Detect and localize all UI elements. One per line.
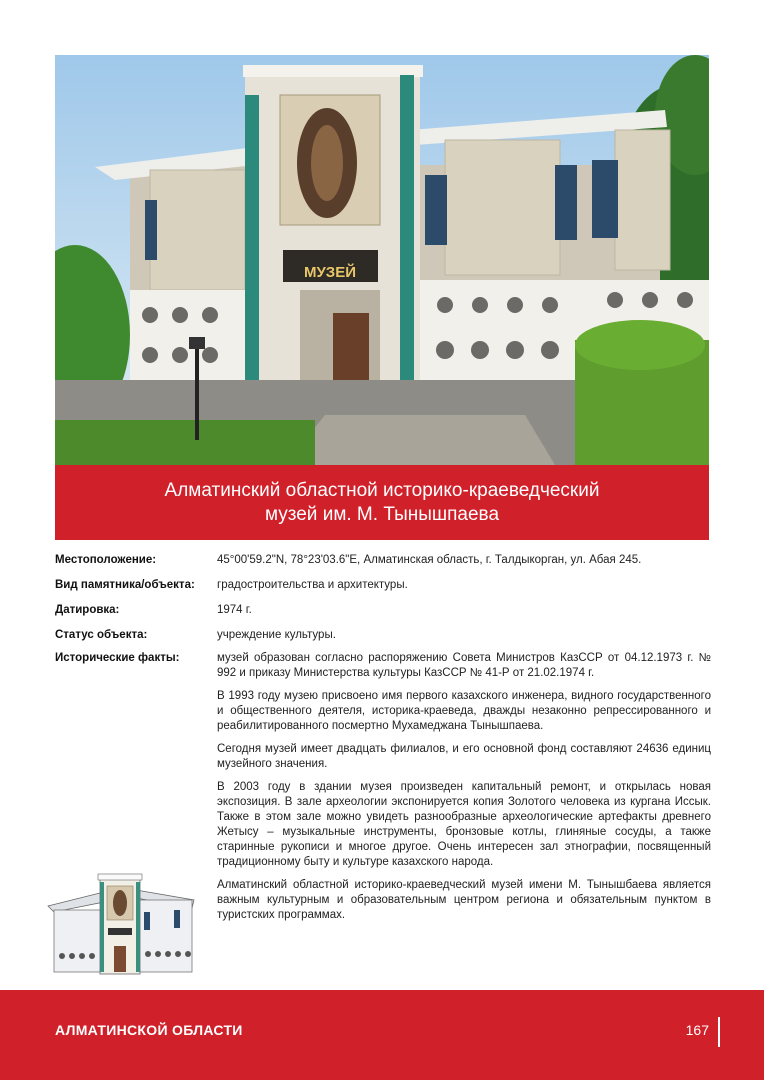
status-row: [55, 628, 711, 651]
history-paragraph: Алматинский областной историко-краеведческий музей имени М. Тынышбаева является важным культурным и образовательным центром региона и обязательным пунктом в туристских программах.: [217, 879, 711, 921]
museum-photo: [55, 55, 709, 465]
region-label: АЛМАТИНСКОЙ ОБЛАСТИ: [55, 1022, 243, 1038]
title-banner: [55, 465, 709, 540]
building-sketch: [44, 866, 196, 978]
location-label: Местоположение:: [55, 554, 157, 566]
history-paragraph: В 2003 году в здании музея произведен капитальный ремонт, и открылась новая экспозиция. В зале археологии экспонируется копия Золотого человека из кургана Иссык. Также в этом зале можно увидеть разнообразные археологические артефакты древнего Жетысу – музыкальные инструменты, бронзовые котлы, глиняные сосуды, а также старинные рукописи и многое другое. Очень интересен зал этнографии, посвященный традиционному быту и культуре казахского народа.: [217, 781, 711, 868]
history-text: [217, 651, 711, 923]
status-label: Статус объекта:: [55, 629, 148, 641]
dating-label: Датировка:: [55, 604, 120, 616]
location-row: [55, 553, 711, 578]
page-number-divider: [718, 1017, 720, 1047]
type-value: градостроительства и архитектуры.: [217, 579, 408, 591]
history-paragraph: В 1993 году музею присвоено имя первого казахского инженера, видного государственного и общественного деятеля, историка-краеведа, дважды незаконно репрессированного и реабилитированного посмертно Мухамеджана Тынышпаева.: [217, 690, 711, 732]
footer: [0, 990, 764, 1080]
title-line-1: Алматинский областной историко-краеведческий: [164, 479, 600, 501]
type-label: Вид памятника/объекта:: [55, 579, 195, 591]
history-paragraph: музей образован согласно распоряжению Совета Министров КазССР от 04.12.1973 г. № 992 и приказу Министерства культуры КазССР № 41-Р от 21.02.1974 г.: [217, 652, 711, 679]
page-number: 167: [685, 1022, 709, 1038]
dating-value: 1974 г.: [217, 604, 252, 616]
status-value: учреждение культуры.: [217, 629, 336, 641]
museum-sign-text: МУЗЕЙ: [303, 264, 357, 281]
title-line-2: музей им. М. Тынышпаева: [264, 503, 500, 525]
type-row: [55, 578, 711, 603]
location-value: 45°00'59.2"N, 78°23'03.6"E, Алматинская область, г. Талдыкорган, ул. Абая 245.: [217, 554, 642, 566]
history-paragraph: Сегодня музей имеет двадцать филиалов, и его основной фонд составляют 24636 единиц музейного значения.: [217, 743, 711, 770]
history-label: Исторические факты:: [55, 652, 180, 664]
dating-row: [55, 603, 711, 628]
